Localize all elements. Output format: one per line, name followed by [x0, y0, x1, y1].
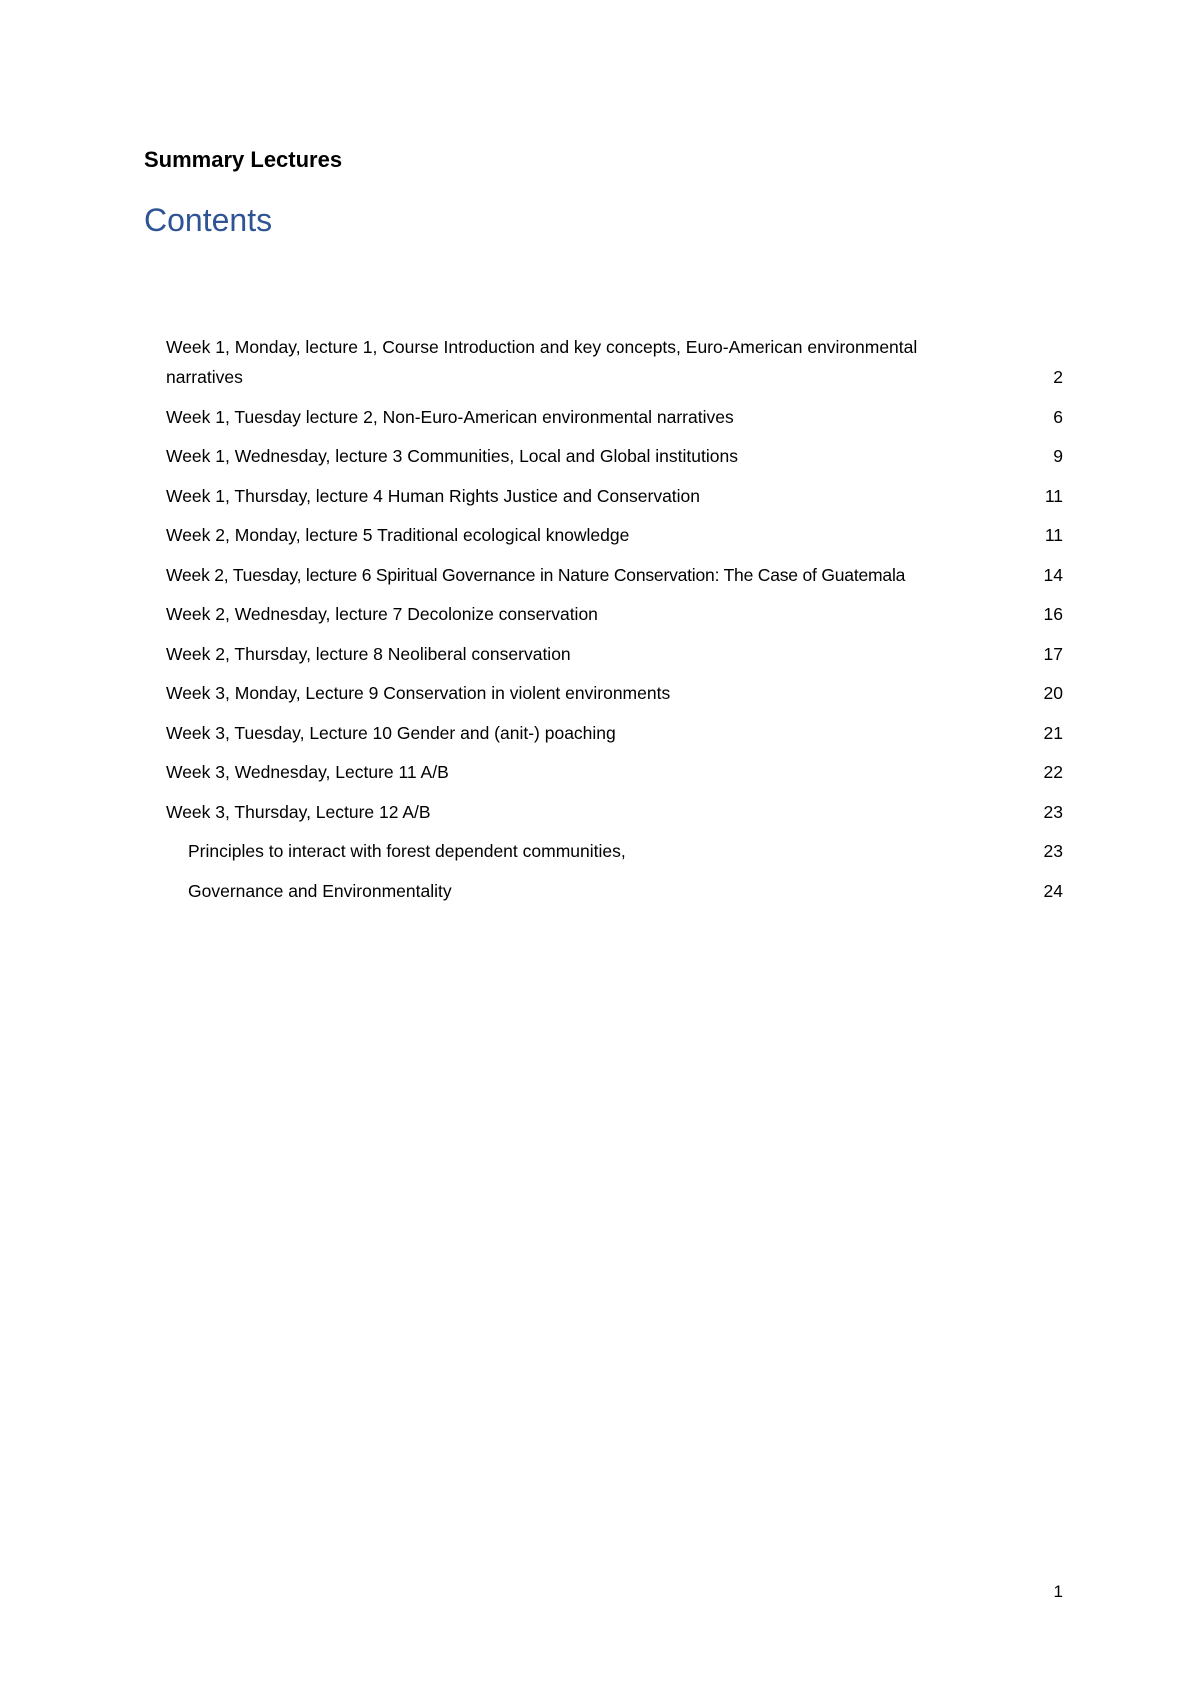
- toc-entry[interactable]: [166, 757, 1063, 787]
- toc-entry[interactable]: [166, 718, 1063, 748]
- page-number: 1: [1053, 1582, 1063, 1601]
- toc-entry-text: Week 2, Thursday, lecture 8 Neoliberal conservation: [166, 643, 571, 664]
- toc-entry-text: Principles to interact with forest dependent communities,: [188, 841, 626, 861]
- toc-page-number: 14: [1043, 564, 1063, 585]
- toc-entry[interactable]: [166, 332, 1063, 392]
- toc-page-number: 17: [1043, 643, 1063, 664]
- toc-page-number: 11: [1044, 525, 1063, 545]
- toc-subentry[interactable]: [166, 876, 1063, 906]
- toc-page-number: 6: [1053, 406, 1063, 427]
- document-title: Summary Lectures: [144, 147, 343, 172]
- toc-entry-text: Week 3, Wednesday, Lecture 11 A/B: [166, 762, 449, 782]
- toc-page-number: 21: [1043, 722, 1063, 743]
- toc-entry-text: Week 2, Wednesday, lecture 7 Decolonize conservation: [166, 604, 598, 624]
- toc-entry[interactable]: [166, 678, 1063, 708]
- toc-entry-text: Governance and Environmentality: [188, 880, 452, 901]
- toc-entry[interactable]: [166, 639, 1063, 669]
- toc-entry[interactable]: [166, 402, 1063, 432]
- toc-entry-text: narratives: [166, 367, 243, 387]
- table-of-contents: [166, 332, 1063, 915]
- toc-entry-text: Week 1, Thursday, lecture 4 Human Rights Justice and Conservation: [166, 485, 701, 506]
- toc-entry-text: Week 1, Wednesday, lecture 3 Communities, Local and Global institutions: [166, 446, 738, 466]
- toc-page-number: 23: [1043, 801, 1063, 822]
- toc-entry-text: Week 3, Tuesday, Lecture 10 Gender and (anit-) poaching: [166, 722, 616, 743]
- toc-page-number: 11: [1044, 485, 1063, 506]
- toc-page-number: 20: [1043, 683, 1063, 703]
- toc-page-number: 22: [1043, 762, 1063, 782]
- toc-entry[interactable]: [166, 797, 1063, 827]
- toc-entry-text: Week 3, Thursday, Lecture 12 A/B: [166, 801, 431, 822]
- contents-heading: Contents: [144, 202, 273, 238]
- toc-entry[interactable]: [166, 560, 1063, 590]
- toc-entry-text: Week 2, Monday, lecture 5 Traditional ecological knowledge: [166, 525, 630, 545]
- toc-page-number: 9: [1053, 446, 1063, 466]
- toc-entry-text: Week 2, Tuesday, lecture 6 Spiritual Governance in Nature Conservation: The Case of Guatemala: [166, 564, 906, 585]
- toc-entry[interactable]: [166, 481, 1063, 511]
- toc-page-number: 23: [1043, 841, 1063, 861]
- toc-entry[interactable]: [166, 599, 1063, 629]
- toc-page-number: 24: [1043, 880, 1063, 901]
- toc-entry-text: Week 1, Tuesday lecture 2, Non-Euro-American environmental narratives: [166, 406, 734, 427]
- toc-entry[interactable]: [166, 441, 1063, 471]
- toc-page-number: 16: [1043, 604, 1063, 624]
- toc-subentry[interactable]: [166, 836, 1063, 866]
- toc-page-number: 2: [1053, 367, 1063, 387]
- toc-entry[interactable]: [166, 520, 1063, 550]
- toc-entry-text: Week 3, Monday, Lecture 9 Conservation in violent environments: [166, 683, 671, 703]
- toc-entry-text-line1: Week 1, Monday, lecture 1, Course Introduction and key concepts, Euro-American environmental: [166, 337, 918, 357]
